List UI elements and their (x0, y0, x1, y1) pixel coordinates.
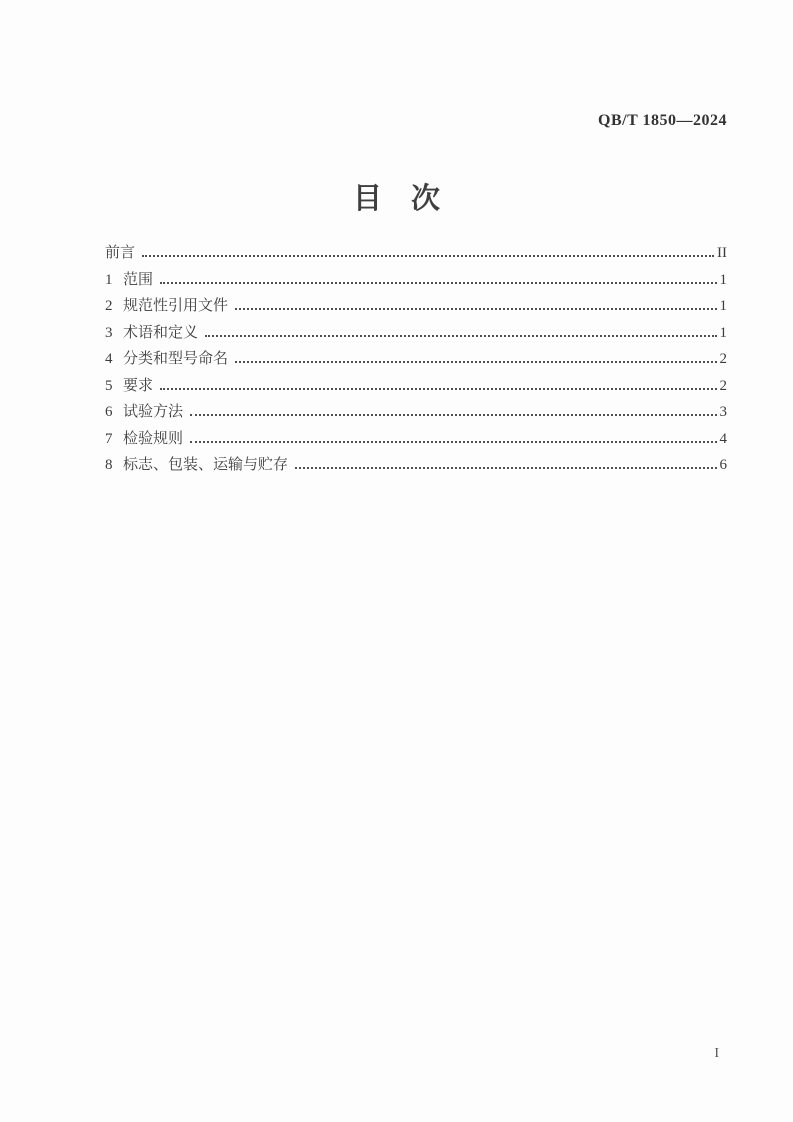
table-of-contents (105, 246, 727, 485)
toc-entry-page: 1 (719, 324, 727, 341)
toc-entry-label: 检验规则 (123, 430, 184, 447)
toc-entry-page: II (717, 245, 727, 261)
toc-entry-page: 2 (719, 351, 727, 367)
toc-entry (105, 432, 727, 447)
toc-entry-number: 7 (105, 430, 113, 447)
toc-entry (105, 299, 727, 314)
toc-entry-number: 6 (105, 404, 113, 420)
toc-entry-label: 前言 (105, 245, 136, 261)
toc-entry (105, 246, 727, 261)
toc-leader-dots (142, 255, 714, 257)
toc-entry-page: 2 (719, 377, 727, 394)
toc-leader-dots (295, 467, 716, 469)
toc-leader-dots (160, 388, 716, 390)
toc-leader-dots (235, 361, 716, 363)
toc-entry-number: 3 (105, 324, 113, 341)
toc-entry-label: 分类和型号命名 (123, 351, 229, 367)
page-title: 目 次 (352, 183, 440, 215)
toc-leader-dots (205, 335, 716, 337)
toc-leader-dots (190, 441, 716, 443)
toc-leader-dots (190, 414, 716, 416)
toc-entry-number: 8 (105, 457, 113, 473)
toc-entry-number: 4 (105, 351, 113, 367)
toc-entry-number: 5 (105, 377, 113, 394)
toc-entry (105, 405, 727, 420)
toc-entry (105, 273, 727, 288)
toc-entry-page: 6 (719, 457, 727, 473)
toc-entry-page: 3 (719, 404, 727, 420)
toc-entry (105, 379, 727, 394)
toc-entry (105, 326, 727, 341)
toc-entry (105, 458, 727, 473)
toc-entry-number: 1 (105, 271, 113, 288)
toc-entry-label: 范围 (123, 271, 154, 288)
standard-number: QB/T 1850—2024 (598, 112, 727, 129)
toc-entry-page: 1 (719, 298, 727, 314)
toc-entry-page: 1 (719, 271, 727, 288)
page-number: I (714, 1046, 719, 1061)
toc-entry-number: 2 (105, 298, 113, 314)
toc-entry-label: 要求 (123, 377, 154, 394)
toc-entry-label: 规范性引用文件 (123, 298, 229, 314)
toc-leader-dots (160, 282, 716, 284)
toc-entry-label: 标志、包装、运输与贮存 (123, 457, 289, 473)
toc-leader-dots (235, 308, 716, 310)
toc-entry (105, 352, 727, 367)
toc-entry-label: 术语和定义 (123, 324, 199, 341)
toc-entry-page: 4 (719, 430, 727, 447)
toc-entry-label: 试验方法 (123, 404, 184, 420)
